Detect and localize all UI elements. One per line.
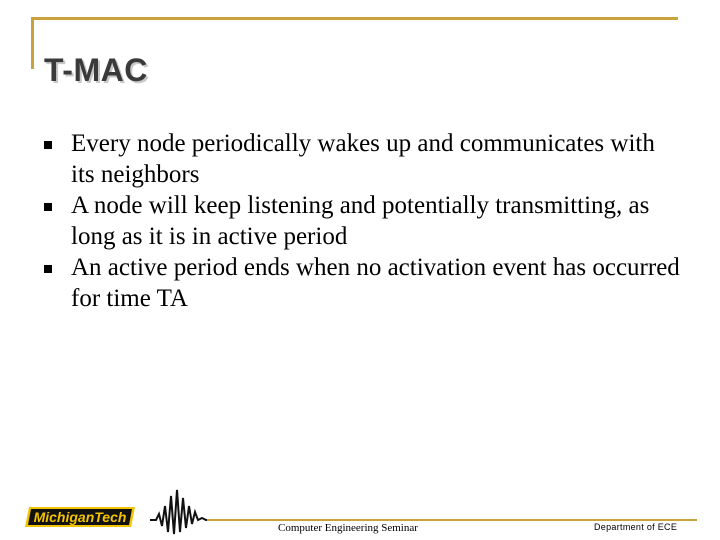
frame-top-border — [31, 17, 678, 20]
footer-department-label: Department of ECE — [594, 522, 678, 532]
waveform-icon — [150, 488, 214, 536]
logo-text: MichiganTech — [33, 509, 127, 525]
bullet-text: A node will keep listening and potentially transmitting, as long as it is in active period — [71, 192, 650, 250]
frame-left-border — [31, 17, 34, 69]
slide-title: T-MAC — [44, 52, 148, 88]
footer-rule — [207, 519, 697, 521]
bullet-text: Every node periodically wakes up and communicates with its neighbors — [71, 130, 655, 188]
michigan-tech-logo — [25, 506, 135, 528]
square-bullet-icon — [44, 203, 52, 211]
bullet-list — [44, 128, 684, 314]
bullet-item — [44, 190, 684, 252]
square-bullet-icon — [44, 265, 52, 273]
bullet-text: An active period ends when no activation event has occurred for time TA — [71, 254, 680, 312]
bullet-item — [44, 128, 684, 190]
footer-seminar-label: Computer Engineering Seminar — [278, 522, 418, 534]
bullet-item — [44, 252, 684, 314]
square-bullet-icon — [44, 141, 52, 149]
